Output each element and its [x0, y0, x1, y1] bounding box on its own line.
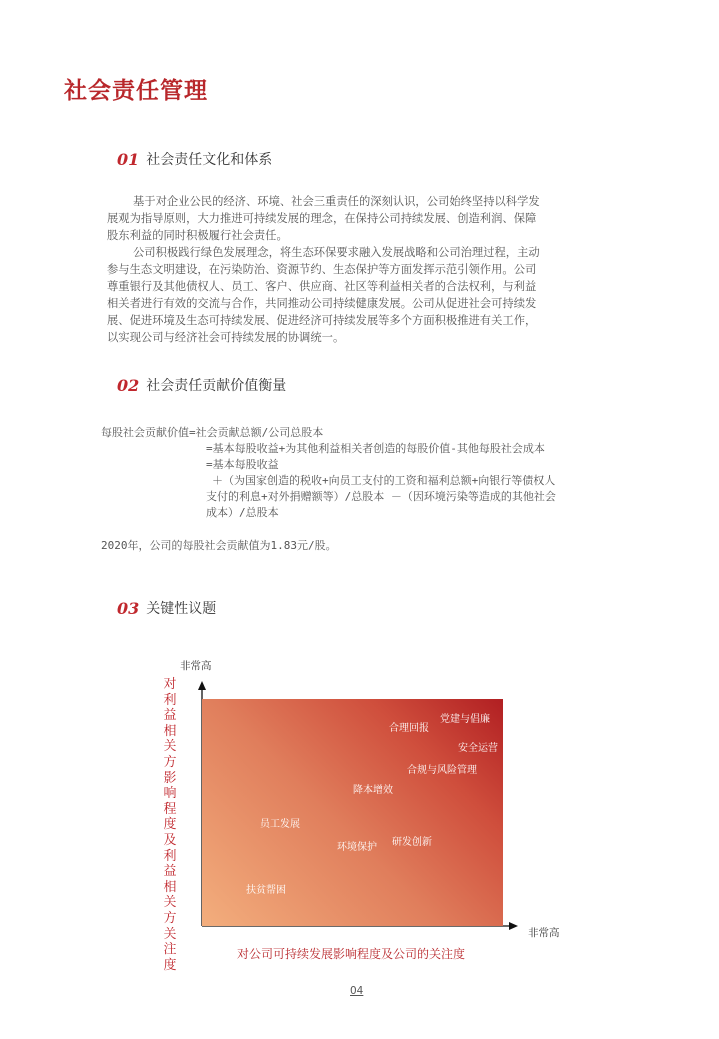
text-line: 以实现公司与经济社会可持续发展的协调统一。: [107, 331, 345, 344]
section-title: 社会责任贡献价值衡量: [146, 378, 287, 394]
x-axis-high-label: 非常高: [528, 927, 560, 939]
section-number: 02: [117, 375, 140, 395]
issue-environmental-protection: 环境保护: [337, 842, 377, 853]
issue-employee-development: 员工发展: [260, 819, 300, 830]
issue-poverty-alleviation: 扶贫帮困: [246, 885, 286, 896]
x-axis-arrow-icon: [509, 922, 518, 930]
formula-line-2: =基本每股收益+为其他利益相关者创造的每股价值-其他每股社会成本: [206, 442, 545, 455]
text-line: 基于对企业公民的经济、环境、社会三重责任的深刻认识，公司始终坚持以科学发: [133, 195, 540, 208]
text-line: 参与生态文明建设，在污染防治、资源节约、生态保护等方面发挥示范引领作用。公司: [107, 263, 537, 276]
text-line: 尊重银行及其他债权人、员工、客户、供应商、社区等利益相关者的合法权利，与利益: [107, 280, 537, 293]
formula-line-1: 每股社会贡献价值=社会贡献总额/公司总股本: [101, 426, 324, 439]
issue-cost-reduction: 降本增效: [353, 785, 393, 796]
contribution-result: 2020年，公司的每股社会贡献值为1.83元/股。: [101, 539, 337, 552]
issue-rd-innovation: 研发创新: [392, 837, 432, 848]
formula-line-6: 成本）/总股本: [206, 506, 279, 519]
text-line: 相关者进行有效的交流与合作，共同推动公司持续健康发展。公司从促进社会可持续发: [107, 297, 537, 310]
text-line: 股东利益的同时积极履行社会责任。: [107, 229, 288, 242]
formula-line-5: 支付的利息+对外捐赠额等）/总股本 －（因环境污染等造成的其他社会: [206, 490, 556, 503]
text-line: 展、促进环境及生态可持续发展、促进经济可持续发展等多个方面积极推进有关工作，: [107, 314, 537, 327]
y-axis-high-label: 非常高: [180, 660, 212, 672]
section-title: 关键性议题: [146, 601, 217, 617]
formula-line-3: =基本每股收益: [206, 458, 279, 471]
section-number: 03: [117, 598, 140, 618]
issue-party-building: 党建与倡廉: [440, 714, 490, 725]
section-title: 社会责任文化和体系: [146, 152, 273, 168]
section-number: 01: [117, 149, 140, 169]
y-axis-arrow-icon: [198, 681, 206, 690]
page-number: 04: [350, 985, 364, 997]
issue-safe-operation: 安全运营: [458, 743, 498, 754]
x-axis-title: 对公司可持续发展影响程度及公司的关注度: [237, 947, 466, 961]
y-axis-title: 对利益相关方影响程度及利益相关方关注度: [163, 677, 177, 973]
page-title: 社会责任管理: [64, 78, 208, 104]
text-line: 公司积极践行绿色发展理念，将生态环保要求融入发展战略和公司治理过程，主动: [133, 246, 540, 259]
issue-compliance-risk: 合规与风险管理: [407, 765, 477, 776]
formula-line-4: ＋（为国家创造的税收+向员工支付的工资和福利总额+向银行等债权人: [212, 474, 556, 487]
issue-reasonable-return: 合理回报: [389, 723, 429, 734]
text-line: 展观为指导原则，大力推进可持续发展的理念，在保持公司持续发展、创造利润、保障: [107, 212, 537, 225]
